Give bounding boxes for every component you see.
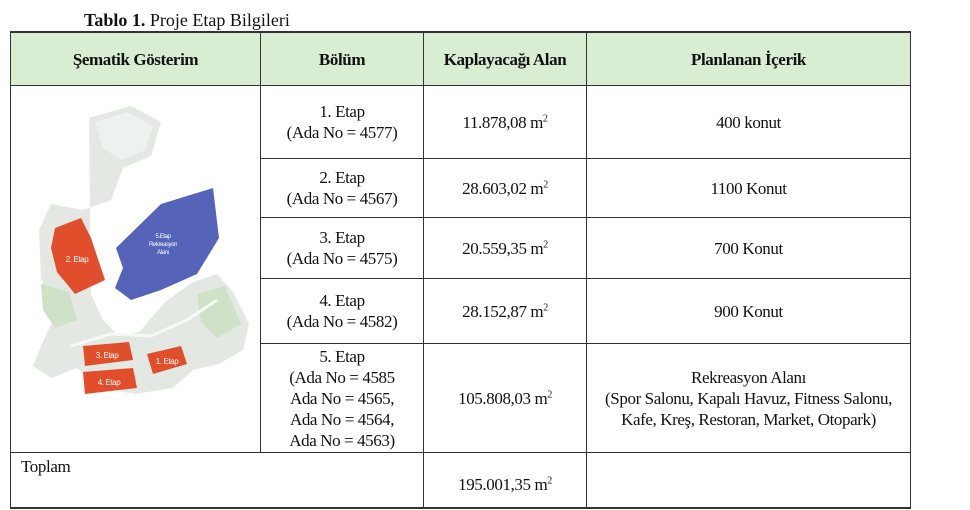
row4-section (261, 279, 424, 344)
area-unit-sup: 2 (543, 238, 548, 250)
area-unit-sup: 2 (543, 301, 548, 313)
total-area-value: 195.001,35 m (458, 474, 548, 494)
row5-section-line3: Ada No = 4565, (289, 388, 395, 408)
table-caption (84, 10, 290, 30)
map-etap3-label: 3. Etap (95, 351, 119, 360)
row4-area-value: 28.152,87 m (462, 301, 544, 321)
header-content: Planlanan İçerik (587, 32, 911, 86)
total-area (424, 453, 587, 509)
row3-section-line1: 3. Etap (319, 228, 365, 247)
map-etap5-label-1: 5.Etap (155, 234, 171, 240)
project-phase-table (10, 31, 911, 509)
row5-section-line2: (Ada No = 4585 (289, 367, 395, 387)
schematic-map-cell (11, 86, 261, 453)
map-etap5-label-3: Alanı (157, 250, 169, 256)
caption-title: Proje Etap Bilgileri (149, 10, 290, 30)
row1-section-line1: 1. Etap (319, 102, 365, 121)
row5-section-line4: Ada No = 4564, (289, 409, 395, 429)
row5-section-line5: Ada No = 4563) (289, 430, 395, 450)
row5-content-line2: (Spor Salonu, Kapalı Havuz, Fitness Salonu, (605, 388, 892, 408)
row5-section (261, 344, 424, 453)
row2-section-line2: (Ada No = 4567) (286, 189, 398, 208)
row5-content-line1: Rekreasyon Alanı (691, 367, 806, 387)
total-row (11, 453, 911, 509)
total-content-empty (587, 453, 911, 509)
row2-section (261, 159, 424, 218)
header-section: Bölüm (261, 32, 424, 86)
row2-content-line1: 1100 Konut (710, 178, 787, 198)
row4-area (424, 279, 587, 344)
row5-content (587, 344, 911, 453)
row4-section-line2: (Ada No = 4582) (286, 312, 398, 331)
row1-section-line2: (Ada No = 4577) (286, 123, 398, 142)
row1-area (424, 86, 587, 159)
map-etap2-label: 2. Etap (65, 255, 89, 264)
header-schematic: Şematik Gösterim (11, 32, 261, 86)
row3-section (261, 218, 424, 279)
row1-content-line1: 400 konut (716, 112, 781, 132)
row4-content (587, 279, 911, 344)
table-header-row (11, 32, 911, 86)
row4-section-line1: 4. Etap (319, 291, 365, 310)
row1-area-value: 11.878,08 m (462, 112, 543, 132)
table-row (11, 86, 911, 159)
area-unit-sup: 2 (543, 178, 548, 190)
row3-area (424, 218, 587, 279)
area-unit-sup: 2 (542, 112, 548, 124)
schematic-site-map (11, 88, 261, 450)
row5-area-value: 105.808,03 m (458, 388, 548, 408)
row3-section-line2: (Ada No = 4575) (286, 249, 398, 268)
total-label: Toplam (11, 453, 424, 509)
row1-section (261, 86, 424, 159)
row4-content-line1: 900 Konut (714, 301, 783, 321)
row5-content-line3: Kafe, Kreş, Restoran, Market, Otopark) (621, 409, 876, 429)
header-area: Kaplayacağı Alan (424, 32, 587, 86)
row1-content (587, 86, 911, 159)
area-unit-sup: 2 (547, 388, 552, 400)
row2-area (424, 159, 587, 218)
row5-area (424, 344, 587, 453)
row3-area-value: 20.559,35 m (462, 238, 544, 258)
map-etap4-label: 4. Etap (97, 378, 121, 387)
area-unit-sup: 2 (547, 474, 552, 486)
row3-content (587, 218, 911, 279)
row5-section-line1: 5. Etap (319, 346, 365, 366)
row2-section-line1: 2. Etap (319, 168, 365, 187)
caption-prefix: Tablo 1. (84, 10, 146, 30)
map-etap1-label: 1. Etap (155, 357, 179, 366)
map-etap5-label-2: Rekreasyon (148, 242, 178, 248)
row3-content-line1: 700 Konut (714, 238, 783, 258)
row2-area-value: 28.603,02 m (462, 178, 544, 198)
row2-content (587, 159, 911, 218)
